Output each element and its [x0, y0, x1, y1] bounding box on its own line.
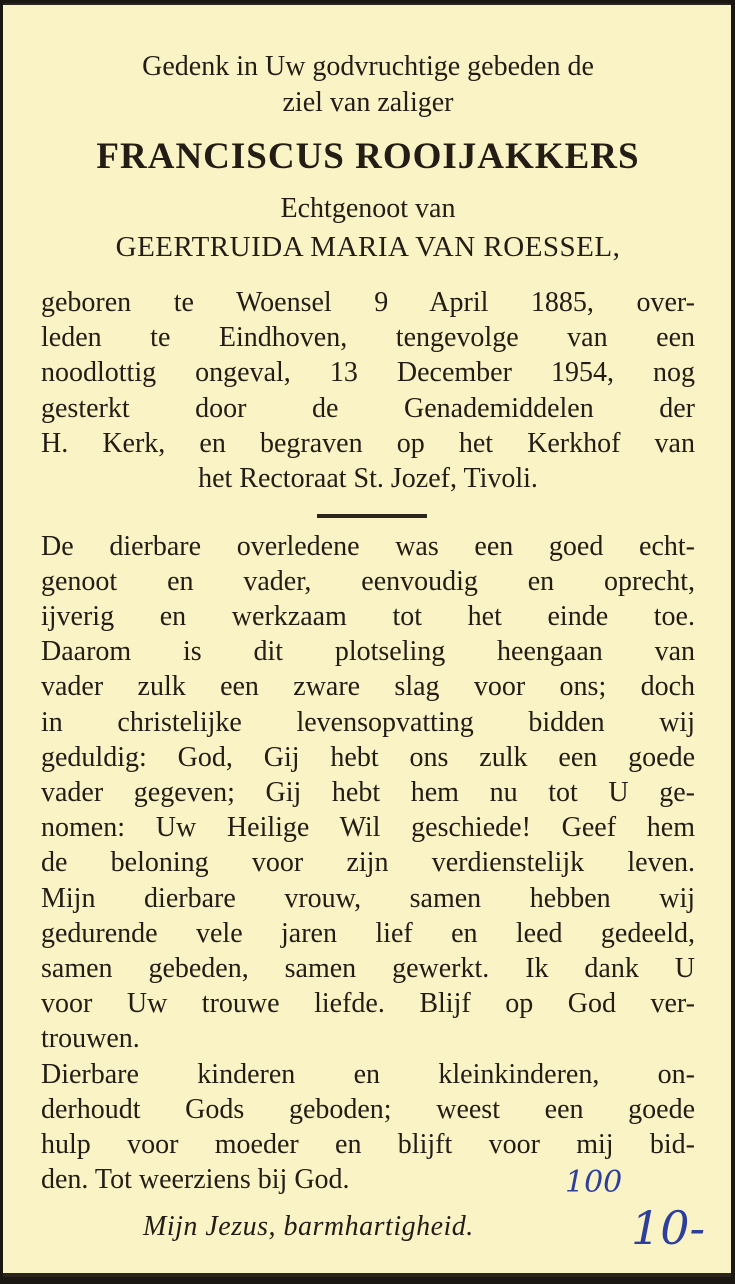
memorial-card [3, 3, 731, 1277]
intro-line-2: ziel van zaliger [282, 87, 454, 118]
text-line: den. Tot weerziens bij God. [41, 1164, 350, 1195]
text-line: gedurende vele jaren lief en leed gedeeld, [41, 918, 695, 949]
closing-prayer: Mijn Jezus, barmhartigheid. [143, 1211, 474, 1242]
text-line: nomen: Uw Heilige Wil geschiede! Geef hem [41, 812, 695, 843]
bio-line-3: noodlottig ongeval, 13 December 1954, nog [41, 357, 695, 388]
text-line: Dierbare kinderen en kleinkinderen, on- [41, 1059, 695, 1090]
text-line: de beloning voor zijn verdienstelijk leven. [41, 847, 695, 878]
bio-line-5: H. Kerk, en begraven op het Kerkhof van [41, 428, 695, 459]
pencil-note-price: 100 [565, 1165, 623, 1200]
divider-rule [317, 514, 427, 518]
intro-line-1: Gedenk in Uw godvruchtige gebeden de [142, 51, 594, 82]
text-line: De dierbare overledene was een goed echt- [41, 531, 695, 562]
text-line: vader gegeven; Gij hebt hem nu tot U ge- [41, 777, 695, 808]
deceased-name: FRANCISCUS ROOIJAKKERS [96, 136, 640, 177]
text-line: voor Uw trouwe liefde. Blijf op God ver- [41, 988, 695, 1019]
text-line: Mijn dierbare vrouw, samen hebben wij [41, 883, 695, 914]
text-line: ijverig en werkzaam tot het einde toe. [41, 601, 695, 632]
bio-line-2: leden te Eindhoven, tengevolge van een [41, 322, 695, 353]
bio-line-4: gesterkt door de Genademiddelen der [41, 393, 695, 424]
text-line: genoot en vader, eenvoudig en oprecht, [41, 566, 695, 597]
text-line: samen gebeden, samen gewerkt. Ik dank U [41, 953, 695, 984]
pencil-note-number: 10- [631, 1201, 706, 1255]
text-line: in christelijke levensopvatting bidden wij [41, 707, 695, 738]
bio-line-1: geboren te Woensel 9 April 1885, over- [41, 287, 695, 318]
text-line: Daarom is dit plotseling heengaan van [41, 636, 695, 667]
text-line: vader zulk een zware slag voor ons; doch [41, 671, 695, 702]
bio-line-6: het Rectoraat St. Jozef, Tivoli. [198, 463, 538, 494]
spouse-intro: Echtgenoot van [280, 193, 456, 224]
text-line: hulp voor moeder en blijft voor mij bid- [41, 1129, 695, 1160]
spouse-name: GEERTRUIDA MARIA VAN ROESSEL, [115, 231, 621, 263]
text-line: derhoudt Gods geboden; weest een goede [41, 1094, 695, 1125]
text-line: geduldig: God, Gij hebt ons zulk een goede [41, 742, 695, 773]
text-line: trouwen. [41, 1023, 140, 1054]
